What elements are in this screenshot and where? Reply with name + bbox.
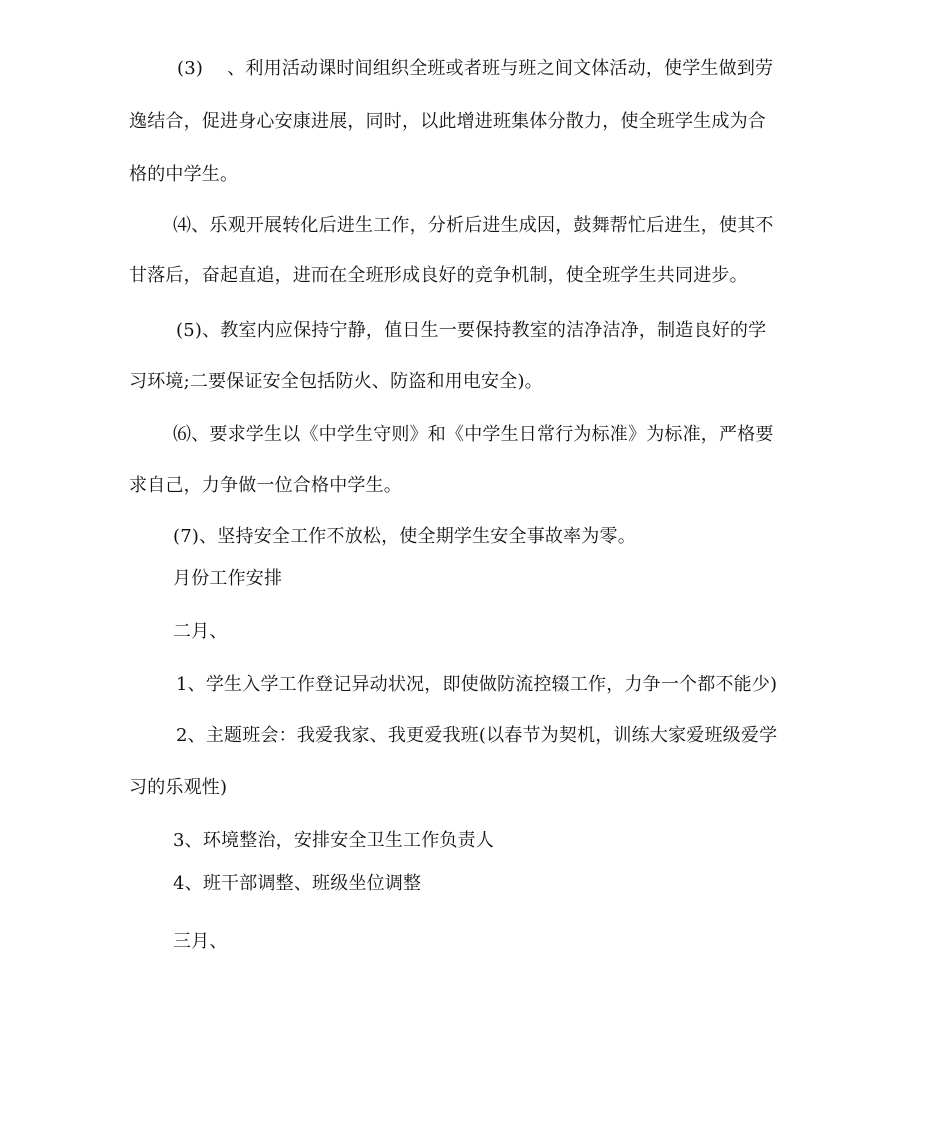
paragraph-5-line-1: (5)、教室内应保持宁静，值日生一要保持教室的洁净洁净，制造良好的学 <box>176 320 767 341</box>
february-item-2-line-1: 2、主题班会：我爱我家、我更爱我班(以春节为契机，训练大家爱班级爱学 <box>176 725 778 746</box>
paragraph-4-line-2: 甘落后，奋起直追，进而在全班形成良好的竞争机制，使全班学生共同进步。 <box>129 265 748 286</box>
paragraph-4-line-1: ⑷、乐观开展转化后进生工作，分析后进生成因，鼓舞帮忙后进生，使其不 <box>173 215 774 236</box>
february-item-2-line-2: 习的乐观性) <box>129 777 228 798</box>
paragraph-7-line-1: (7)、坚持安全工作不放松，使全期学生安全事故率为零。 <box>173 526 636 547</box>
paragraph-5-line-2: 习环境;二要保证安全包括防火、防盗和用电安全)。 <box>129 371 543 392</box>
paragraph-6-line-2: 求自己，力争做一位合格中学生。 <box>129 475 402 496</box>
paragraph-3-line-1: (3) 、利用活动课时间组织全班或者班与班之间文体活动，使学生做到劳 <box>177 58 774 79</box>
february-item-4: 4、班干部调整、班级坐位调整 <box>173 873 422 894</box>
february-item-1: 1、学生入学工作登记异动状况，即使做防流控辍工作，力争一个都不能少) <box>176 674 778 695</box>
month-heading-february: 二月、 <box>173 621 228 642</box>
section-heading-monthly-plan: 月份工作安排 <box>173 568 283 589</box>
paragraph-3-line-2: 逸结合，促进身心安康进展，同时，以此增进班集体分散力，使全班学生成为合 <box>129 111 766 132</box>
paragraph-3-line-3: 格的中学生。 <box>129 164 239 185</box>
february-item-3: 3、环境整治，安排安全卫生工作负责人 <box>173 830 495 851</box>
month-heading-march: 三月、 <box>173 931 228 952</box>
paragraph-6-line-1: ⑹、要求学生以《中学生守则》和《中学生日常行为标准》为标准，严格要 <box>173 424 774 445</box>
